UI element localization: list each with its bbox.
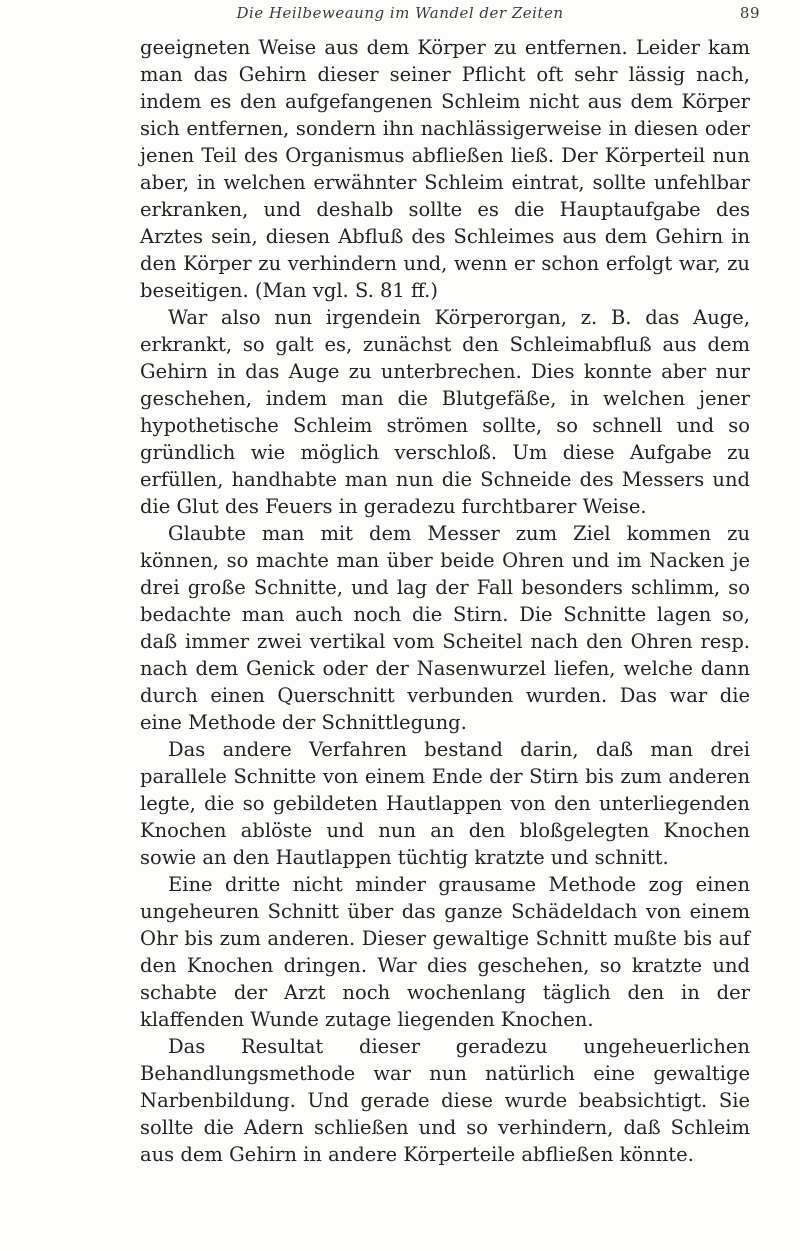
body-text: [140, 34, 750, 1168]
running-head: [40, 4, 760, 30]
paragraph: Das andere Verfahren bestand darin, daß man drei parallele Schnitte von einem Ende der Stirn bis zum anderen legte, die so gebildeten Hautlappen von den unterliegenden Knochen ablöste und nun an den bloßgelegten Knochen sowie an den Hautlappen tüchtig kratzte und schnitt.: [140, 738, 750, 869]
paragraph: Eine dritte nicht minder grausame Methode zog einen ungeheuren Schnitt über das ganze Schädeldach von einem Ohr bis zum anderen. Dieser gewaltige Schnitt mußte bis auf den Knochen dringen. War dies geschehen, so kratzte und schabte der Arzt noch wochenlang täglich den in der klaffenden Wunde zutage liegenden Knochen.: [140, 873, 750, 1031]
paragraph: geeigneten Weise aus dem Körper zu entfernen. Leider kam man das Gehirn dieser seiner Pflicht oft sehr lässig nach, indem es den aufgefangenen Schleim nicht aus dem Körper sich entfernen, sondern ihn nachlässigerweise in diesen oder jenen Teil des Organismus abfließen ließ. Der Körperteil nun aber, in welchen erwähnter Schleim eintrat, sollte unfehlbar erkranken, und deshalb sollte es die Hauptaufgabe des Arztes sein, diesen Abfluß des Schleimes aus dem Gehirn in den Körper zu verhindern und, wenn er schon erfolgt war, zu beseitigen. (Man vgl. S. 81 ff.): [140, 36, 750, 302]
paragraph: War also nun irgendein Körperorgan, z. B. das Auge, erkrankt, so galt es, zunächst den Schleimabfluß aus dem Gehirn in das Auge zu unterbrechen. Dies konnte aber nur geschehen, indem man die Blutgefäße, in welchen jener hypothetische Schleim strömen sollte, so schnell und so gründlich wie möglich verschloß. Um diese Aufgabe zu erfüllen, handhabte man nun die Schneide des Messers und die Glut des Feuers in geradezu furchtbarer Weise.: [140, 306, 750, 518]
page-number: 89: [739, 4, 760, 22]
paragraph: Das Resultat dieser geradezu ungeheuerlichen Behandlungsmethode war nun natürlich eine gewaltige Narbenbildung. Und gerade diese wurde beabsichtigt. Sie sollte die Adern schließen und so verhindern, daß Schleim aus dem Gehirn in andere Körperteile abfließen könnte.: [140, 1035, 750, 1166]
paragraph: Glaubte man mit dem Messer zum Ziel kommen zu können, so machte man über beide Ohren und im Nacken je drei große Schnitte, und lag der Fall besonders schlimm, so bedachte man auch noch die Stirn. Die Schnitte lagen so, daß immer zwei vertikal vom Scheitel nach den Ohren resp. nach dem Genick oder der Nasenwurzel liefen, welche dann durch einen Querschnitt verbunden wurden. Das war die eine Methode der Schnittlegung.: [140, 522, 750, 734]
running-title: Die Heilbeweaung im Wandel der Zeiten: [236, 4, 564, 22]
